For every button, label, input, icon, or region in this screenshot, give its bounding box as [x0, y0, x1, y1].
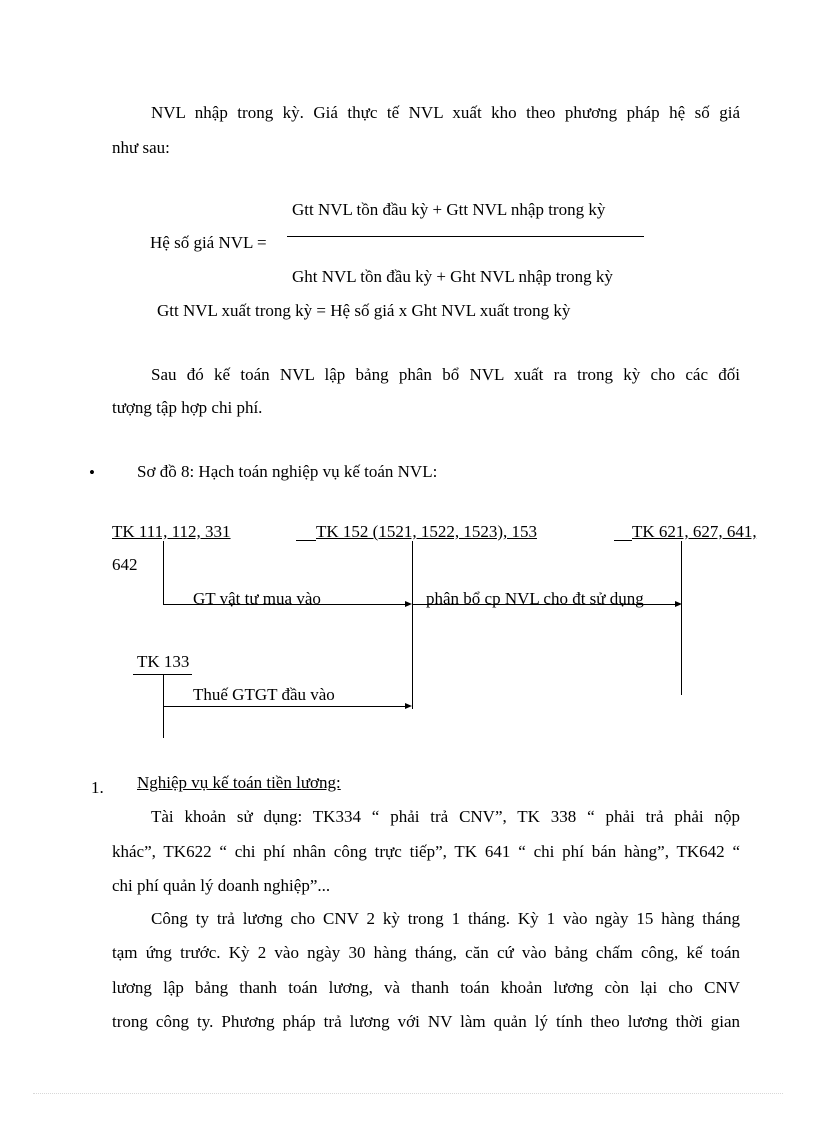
bullet-icon: •: [89, 463, 95, 482]
flow-arrow: [163, 706, 405, 707]
flow-label: Thuế GTGT đầu vào: [193, 685, 335, 704]
paragraph-line: tượng tập hợp chi phí.: [112, 398, 263, 417]
paragraph-line: Sau đó kế toán NVL lập bảng phân bổ NVL xuất ra trong kỳ cho các đối: [151, 365, 740, 384]
section-number: 1.: [91, 778, 104, 797]
paragraph-line: lương lập bảng thanh toán lương, và thanh toán khoản lương còn lại cho CNV: [112, 978, 740, 997]
account-tk621: TK 621, 627, 641,: [632, 522, 757, 541]
formula-numerator: Gtt NVL tồn đầu kỳ + Gtt NVL nhập trong kỳ: [292, 200, 606, 219]
bullet-text: Sơ đồ 8: Hạch toán nghiệp vụ kế toán NVL:: [137, 462, 438, 481]
account-underline: [614, 540, 632, 541]
account-line: [681, 541, 682, 695]
arrowhead-icon: [405, 601, 412, 607]
paragraph-line: chi phí quản lý doanh nghiệp”...: [112, 876, 331, 895]
paragraph-line: NVL nhập trong kỳ. Giá thực tế NVL xuất kho theo phương pháp hệ số giá: [151, 103, 740, 122]
paragraph-line: khác”, TK622 “ chi phí nhân công trực tiếp”, TK 641 “ chi phí bán hàng”, TK642 “: [112, 842, 740, 861]
account-line: [412, 541, 413, 709]
account-tk621-cont: 642: [112, 555, 138, 574]
account-tk133: TK 133: [137, 652, 190, 671]
account-line: [163, 541, 164, 605]
flow-label: phân bổ cp NVL cho đt sử dụng: [426, 589, 644, 608]
account-tk152: TK 152 (1521, 1522, 1523), 153: [316, 522, 537, 541]
paragraph-line: trong công ty. Phương pháp trả lương với NV làm quản lý tính theo lương thời gian: [112, 1012, 740, 1031]
section-heading: Nghiệp vụ kế toán tiền lương:: [137, 773, 341, 792]
page-border: [33, 1093, 783, 1094]
account-tk111: TK 111, 112, 331: [112, 522, 231, 541]
flow-label: GT vật tư mua vào: [193, 589, 321, 608]
formula-output: Gtt NVL xuất trong kỳ = Hệ số giá x Ght NVL xuất trong kỳ: [157, 301, 571, 320]
paragraph-line: Tài khoản sử dụng: TK334 “ phải trả CNV”, TK 338 “ phải trả phải nộp: [151, 807, 740, 826]
formula-lhs: Hệ số giá NVL =: [150, 233, 267, 252]
formula-denominator: Ght NVL tồn đầu kỳ + Ght NVL nhập trong kỳ: [292, 267, 613, 286]
paragraph-line: tạm ứng trước. Kỳ 2 vào ngày 30 hàng tháng, căn cứ vào bảng chấm công, kế toán: [112, 943, 740, 962]
paragraph-line: như sau:: [112, 138, 170, 157]
arrowhead-icon: [675, 601, 682, 607]
arrowhead-icon: [405, 703, 412, 709]
paragraph-line: Công ty trả lương cho CNV 2 kỳ trong 1 tháng. Kỳ 1 vào ngày 15 hàng tháng: [151, 909, 740, 928]
account-underline: [296, 540, 316, 541]
fraction-bar: [287, 236, 644, 237]
